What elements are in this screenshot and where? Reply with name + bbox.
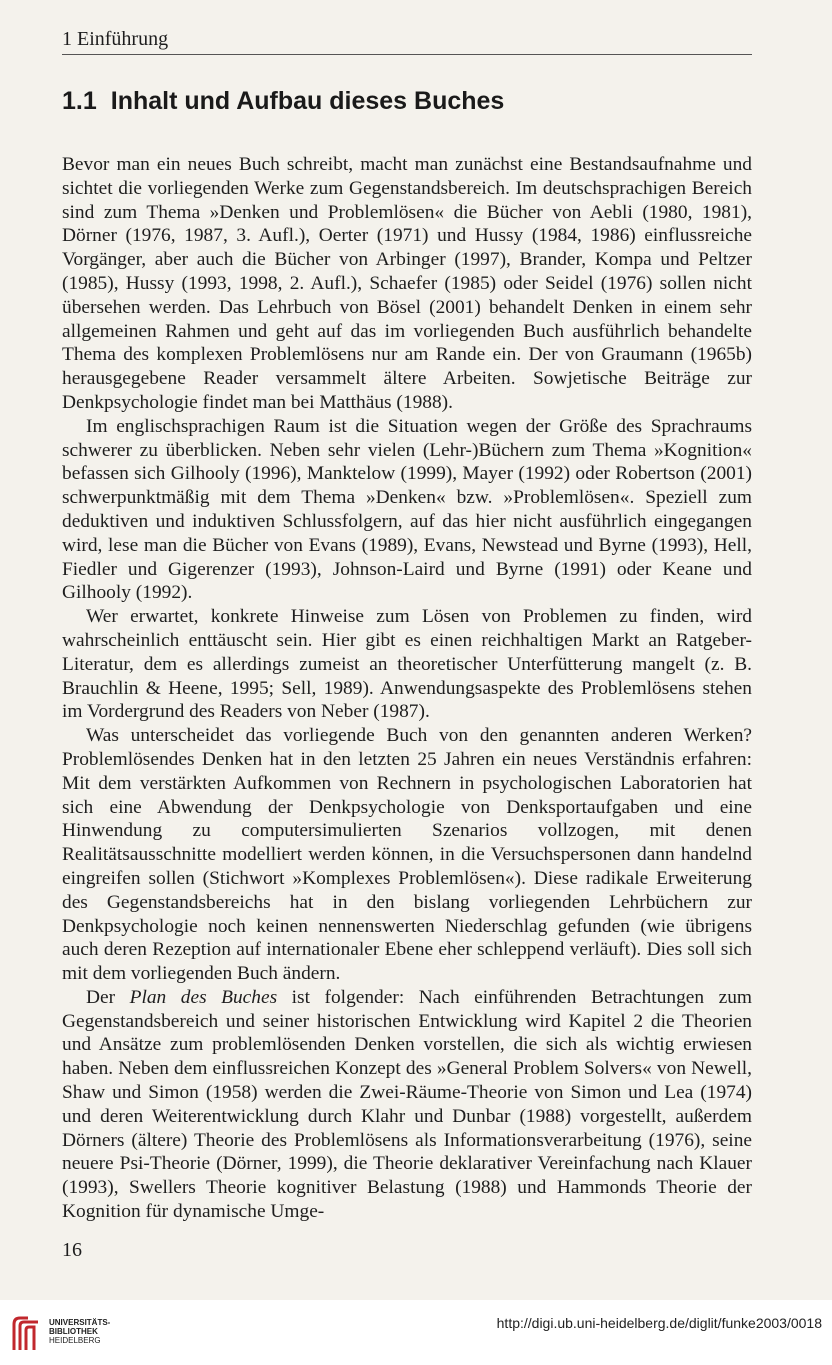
paragraph-2: Im englischsprachigen Raum ist die Situation wegen der Größe des Sprachraums schwerer zu überblicken. Neben sehr vielen (Lehr-)Büchern zum Thema »Kognition« befassen sich Gilhooly (1996), Manktelow (1999), Mayer (1992) oder Robertson (2001) schwerpunktmäßig mit dem Thema »Denken« bzw. »Problemlösen«. Speziell zum deduktiven und induktiven Schlussfolgern, auf das hier nicht ausführlich eingegangen wird, lese man die Bücher von Evans (1989), Evans, Newstead und Byrne (1993), Hell, Fiedler und Gigerenzer (1993), Johnson-Laird und Byrne (1991) oder Keane und Gilhooly (1992). xyxy=(62,415,752,604)
paragraph-5-text: ist folgender: Nach einführenden Betrachtungen zum Gegenstandsbereich und seiner historischen Entwicklung wird Kapitel 2 die Theorien und Ansätze zum problemlösenden Denken vorstellen, die sich als wichtig erwiesen haben. Neben dem einflussreichen Konzept des »General Problem Solvers« von Newell, Shaw und Simon (1958) werden die Zwei-Räume-Theorie von Simon und Lea (1974) und deren Weiterentwicklung durch Klahr und Dunbar (1988) vorgestellt, außerdem Dörners (ältere) Theorie des Problemlösens als Informationsverarbeitung (1976), seine neuere Psi-Theorie (Dörner, 1999), die Theorie deklarativer Vereinfachung nach Klauer (1993), Swellers Theorie kognitiver Belastung (1988) und Hammonds Theorie der Kognition für dynamische Umge- xyxy=(62,986,752,1223)
university-library-logo-icon xyxy=(8,1314,48,1354)
library-name xyxy=(49,1318,110,1345)
library-name-line-3: HEIDELBERG xyxy=(49,1336,101,1345)
library-name-line-2: BIBLIOTHEK xyxy=(49,1327,98,1336)
running-head: 1 Einführung xyxy=(62,28,169,50)
section-title xyxy=(62,83,762,119)
header-rule xyxy=(62,54,752,55)
section-title-text: Inhalt und Aufbau dieses Buches xyxy=(110,87,505,115)
digitization-footer xyxy=(0,1300,832,1365)
body-text xyxy=(62,153,752,1224)
library-name-line-1: UNIVERSITÄTS- xyxy=(49,1318,111,1327)
paragraph-3: Wer erwartet, konkrete Hinweise zum Lösen von Problemen zu finden, wird wahrscheinlich enttäuscht sein. Hier gibt es einen reichhaltigen Markt an Ratgeber-Literatur, dem es allerdings zumeist an theoretischer Unterfütterung mangelt (z. B. Brauchlin & Heene, 1995; Sell, 1989). Anwendungsaspekte des Problemlösens stehen im Vordergrund des Readers von Neber (1987). xyxy=(62,606,752,723)
paragraph-5-italic: Plan des Buches xyxy=(129,986,278,1008)
paragraph-1: Bevor man ein neues Buch schreibt, macht man zunächst eine Bestandsaufnahme und sichtet die vorliegenden Werke zum Gegenstandsbereich. Im deutschsprachigen Bereich sind zum Thema »Denken und Problemlösen« die Bücher von Aebli (1980, 1981), Dörner (1976, 1987, 3. Aufl.), Oerter (1971) und Hussy (1984, 1986) einflussreiche Vorgänger, aber auch die Bücher von Arbinger (1997), Brander, Kompa und Peltzer (1985), Hussy (1993, 1998, 2. Aufl.), Schaefer (1985) oder Seidel (1976) sollen nicht übersehen werden. Das Lehrbuch von Bösel (2001) behandelt Denken in einem sehr allgemeinen Rahmen und geht auf das im vorliegenden Buch ausführlich behandelte Thema des komplexen Problemlösens nur am Rande ein. Der von Graumann (1965b) herausgegebene Reader versammelt ältere Arbeiten. Sowjetische Beiträge zur Denkpsychologie findet man bei Matthäus (1988). xyxy=(62,154,752,413)
paragraph-5-lead: Der xyxy=(86,986,130,1008)
permalink-url[interactable]: http://digi.ub.uni-heidelberg.de/diglit/funke2003/0018 xyxy=(496,1315,822,1331)
section-number: 1.1 xyxy=(62,87,97,115)
paragraph-5 xyxy=(62,986,752,1224)
paragraph-4: Was unterscheidet das vorliegende Buch von den genannten anderen Werken? Problemlösendes Denken hat in den letzten 25 Jahren ein neues Verständnis erfahren: Mit dem verstärkten Aufkommen von Rechnern in psychologischen Laboratorien hat sich eine Abwendung der Denkpsychologie von Denksportaufgaben und eine Hinwendung zu computersimulierten Szenarios vollzogen, mit denen Realitätsausschnitte modelliert werden können, in die Versuchspersonen dann handelnd eingreifen sollen (Stichwort »Komplexes Problemlösen«). Diese radikale Erweiterung des Gegenstandsbereichs hat in den bislang vorliegenden Lehrbüchern zur Denkpsychologie noch keinen nennenswerten Niederschlag gefunden (wie übrigens auch deren Rezeption auf internationaler Ebene eher schleppend verläuft). Dies soll sich mit dem vorliegenden Buch ändern. xyxy=(62,725,752,985)
page-number: 16 xyxy=(62,1239,82,1261)
